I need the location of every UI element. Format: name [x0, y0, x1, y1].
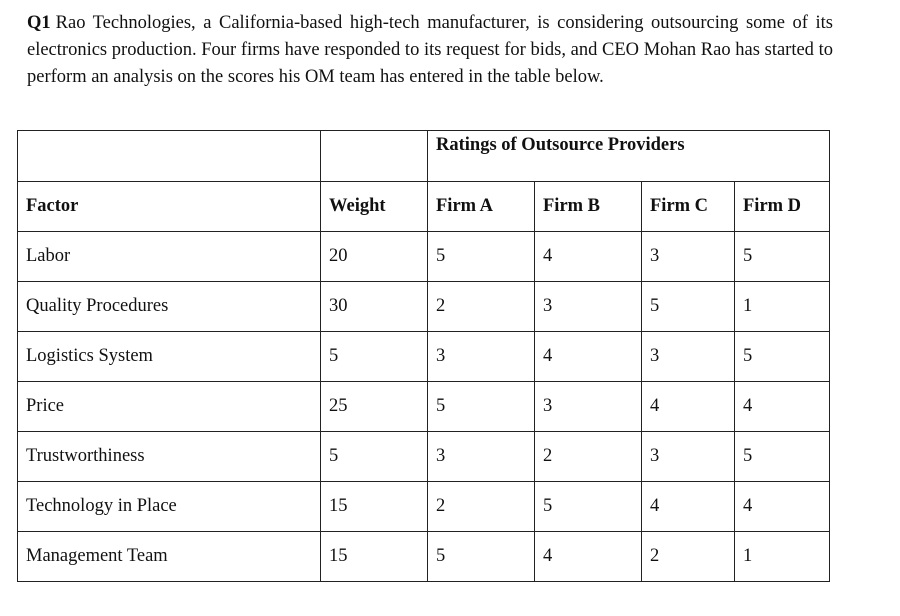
- table-row: [18, 382, 830, 432]
- table-row: [18, 282, 830, 332]
- firm-a-cell: 5: [428, 532, 535, 582]
- factor-cell: Quality Procedures: [18, 282, 321, 332]
- header-firm-b: Firm B: [535, 182, 642, 232]
- weight-cell: 5: [321, 432, 428, 482]
- empty-header-cell: [321, 131, 428, 182]
- firm-c-cell: 2: [642, 532, 735, 582]
- firm-d-cell: 4: [735, 382, 830, 432]
- header-firm-c: Firm C: [642, 182, 735, 232]
- firm-d-cell: 1: [735, 532, 830, 582]
- firm-c-cell: 3: [642, 232, 735, 282]
- table-row: [18, 482, 830, 532]
- firm-b-cell: 2: [535, 432, 642, 482]
- weight-cell: 20: [321, 232, 428, 282]
- question-number: Q1: [27, 13, 51, 33]
- weight-cell: 5: [321, 332, 428, 382]
- firm-d-cell: 5: [735, 432, 830, 482]
- firm-d-cell: 5: [735, 332, 830, 382]
- firm-d-cell: 4: [735, 482, 830, 532]
- firm-c-cell: 3: [642, 432, 735, 482]
- empty-header-cell: [18, 131, 321, 182]
- table-header-row: [18, 182, 830, 232]
- factor-cell: Technology in Place: [18, 482, 321, 532]
- factor-cell: Labor: [18, 232, 321, 282]
- weight-cell: 30: [321, 282, 428, 332]
- table-row: [18, 232, 830, 282]
- question-paragraph: [27, 10, 833, 91]
- question-text: Rao Technologies, a California-based high-tech manufacturer, is considering outsourcing some of its electronics production. Four firms have responded to its request for bids, and CEO Mohan Rao has started to perform an analysis on the scores his OM team has entered in the table below.: [27, 13, 833, 87]
- factor-cell: Trustworthiness: [18, 432, 321, 482]
- firm-a-cell: 5: [428, 382, 535, 432]
- firm-c-cell: 3: [642, 332, 735, 382]
- firm-b-cell: 4: [535, 232, 642, 282]
- firm-a-cell: 3: [428, 332, 535, 382]
- firm-b-cell: 5: [535, 482, 642, 532]
- factor-cell: Management Team: [18, 532, 321, 582]
- table-title-row: [18, 131, 830, 182]
- table-row: [18, 332, 830, 382]
- header-firm-a: Firm A: [428, 182, 535, 232]
- table-row: [18, 532, 830, 582]
- firm-a-cell: 2: [428, 482, 535, 532]
- firm-c-cell: 4: [642, 482, 735, 532]
- ratings-group-header: Ratings of Outsource Providers: [428, 131, 830, 182]
- header-factor: Factor: [18, 182, 321, 232]
- weight-cell: 25: [321, 382, 428, 432]
- firm-a-cell: 5: [428, 232, 535, 282]
- weight-cell: 15: [321, 532, 428, 582]
- firm-a-cell: 3: [428, 432, 535, 482]
- firm-a-cell: 2: [428, 282, 535, 332]
- firm-b-cell: 4: [535, 532, 642, 582]
- table-row: [18, 432, 830, 482]
- ratings-table: [17, 130, 830, 582]
- firm-b-cell: 3: [535, 382, 642, 432]
- firm-d-cell: 5: [735, 232, 830, 282]
- factor-cell: Price: [18, 382, 321, 432]
- header-weight: Weight: [321, 182, 428, 232]
- firm-d-cell: 1: [735, 282, 830, 332]
- header-firm-d: Firm D: [735, 182, 830, 232]
- firm-c-cell: 4: [642, 382, 735, 432]
- firm-c-cell: 5: [642, 282, 735, 332]
- weight-cell: 15: [321, 482, 428, 532]
- firm-b-cell: 3: [535, 282, 642, 332]
- firm-b-cell: 4: [535, 332, 642, 382]
- factor-cell: Logistics System: [18, 332, 321, 382]
